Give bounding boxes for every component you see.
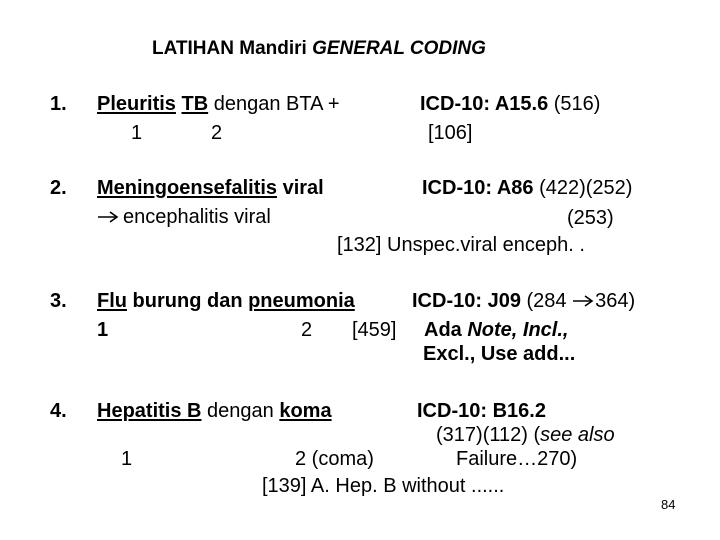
item-2-line3: (253) (567, 207, 614, 229)
item-1-marker-1: 1 (131, 122, 143, 144)
right-arrow-icon (97, 210, 119, 224)
title-regular: LATIHAN Mandiri (152, 38, 313, 59)
item-4-line2 (436, 425, 615, 445)
page-number: 84 (661, 497, 676, 512)
item-2-arrow-text: encephalitis viral (123, 206, 271, 228)
item-4-code-label: ICD-10: B16.2 (417, 400, 546, 422)
item-1-code (420, 94, 600, 114)
item-1-term-b: TB (181, 93, 209, 115)
item-1-code-suffix: (516) (548, 93, 601, 115)
item-4-marker-2: 2 (coma) (295, 448, 374, 470)
item-4-term (97, 401, 332, 421)
item-3-code-close: 364) (595, 290, 636, 312)
item-4-marker-1: 1 (121, 448, 133, 470)
item-1-ref: [106] (428, 122, 473, 144)
item-4-number: 4. (50, 400, 67, 422)
item-3-marker-1: 1 (97, 319, 109, 341)
item-2-term-a: Meningoensefalitis (97, 177, 278, 199)
item-3-code (412, 291, 635, 311)
item-1-code-label: ICD-10: A15.6 (420, 93, 549, 115)
item-4-line2-pre: (317)(112) ( (436, 424, 541, 446)
item-4-ref-line: [139] A. Hep. B without ...... (262, 475, 505, 497)
item-4-line2-italic: see also (540, 424, 615, 446)
item-3-number: 3. (50, 290, 67, 312)
right-arrow-icon (572, 294, 594, 308)
item-1-marker-2: 2 (211, 122, 223, 144)
item-3-code-open: (284 (520, 290, 573, 312)
item-3-code-label: ICD-10: J09 (412, 290, 521, 312)
item-4-term-a: Hepatitis B (97, 400, 202, 422)
item-2-arrow-line (97, 207, 271, 227)
slide-title (152, 39, 486, 58)
title-italic: GENERAL CODING (312, 38, 486, 59)
item-2-code-suffix: (422)(252) (533, 177, 633, 199)
item-1-number: 1. (50, 93, 67, 115)
item-3-term-b: pneumonia (248, 290, 355, 312)
item-3-term (97, 291, 355, 311)
item-3-note-pre: Ada (424, 319, 468, 341)
item-1-term (97, 94, 340, 114)
item-2-rest: viral (277, 177, 324, 199)
item-2-code-label: ICD-10: A86 (422, 177, 534, 199)
item-4-mid: dengan (201, 400, 280, 422)
item-3-ref: [459] (352, 319, 397, 341)
item-1-rest: dengan BTA + (208, 93, 340, 115)
item-2-term (97, 178, 324, 198)
item-2-code (422, 178, 632, 198)
item-3-mid: burung dan (127, 290, 249, 312)
item-2-ref-line: [132] Unspec.viral enceph. . (337, 234, 585, 256)
item-1-term-a: Pleuritis (97, 93, 176, 115)
item-4-failure: Failure…270) (456, 448, 578, 470)
item-3-note (424, 320, 568, 340)
item-3-term-a: Flu (97, 290, 127, 312)
item-3-note-line2: Excl., Use add... (423, 343, 576, 365)
item-4-term-b: koma (279, 400, 332, 422)
item-3-marker-2: 2 (301, 319, 313, 341)
item-3-note-italic: Note, Incl., (467, 319, 569, 341)
item-2-number: 2. (50, 177, 67, 199)
